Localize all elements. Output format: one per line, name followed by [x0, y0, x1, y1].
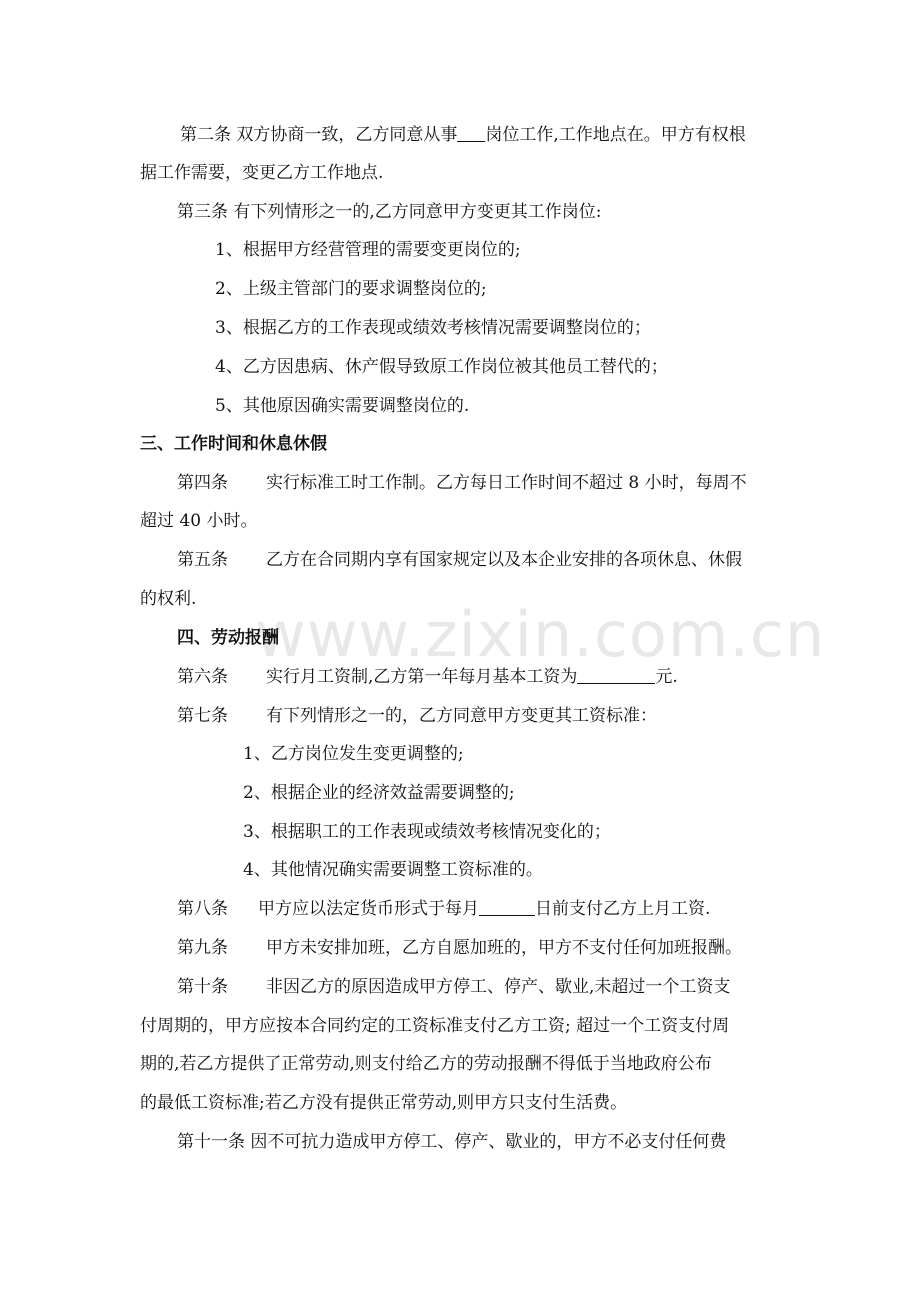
article-4-label: 第四条	[177, 473, 228, 493]
article-7-line: 第七条 有下列情形之一的，乙方同意甲方变更其工资标准：	[177, 706, 657, 726]
list-item: 4、其他情况确实需要调整工资标准的。	[243, 860, 543, 880]
section-heading-4: 四、劳动报酬	[177, 628, 279, 648]
article-3-line: 第三条 有下列情形之一的,乙方同意甲方变更其工作岗位:	[177, 202, 602, 222]
article-2-line-2: 据工作需要，变更乙方工作地点.	[140, 163, 384, 183]
article-9-line: 第九条 甲方未安排加班，乙方自愿加班的，甲方不支付任何加班报酬。	[177, 938, 742, 958]
article-7-label: 第七条	[177, 706, 228, 726]
article-8-label: 第八条	[177, 899, 228, 919]
list-item: 3、根据乙方的工作表现或绩效考核情况需要调整岗位的；	[215, 318, 651, 338]
list-item: 2、根据企业的经济效益需要调整的;	[243, 783, 515, 803]
salary-blank[interactable]	[577, 665, 655, 684]
article-5-line-2: 的权利.	[140, 589, 197, 609]
article-10-line-1: 第十条 非因乙方的原因造成甲方停工、停产、歇业,未超过一个工资支	[177, 977, 731, 997]
article-10-label: 第十条	[177, 977, 228, 997]
list-item: 2、上级主管部门的要求调整岗位的;	[215, 279, 487, 299]
list-item: 1、根据甲方经营管理的需要变更岗位的;	[215, 240, 521, 260]
article-2-label: 第二条	[180, 125, 231, 145]
article-10-line-2: 付周期的，甲方应按本合同约定的工资标准支付乙方工资; 超过一个工资支付周	[140, 1016, 730, 1036]
job-blank[interactable]	[457, 123, 485, 142]
list-item: 1、乙方岗位发生变更调整的;	[243, 744, 464, 764]
article-10-line-3: 期的,若乙方提供了正常劳动,则支付给乙方的劳动报酬不得低于当地政府公布	[140, 1054, 712, 1074]
article-5-line-1: 第五条 乙方在合同期内享有国家规定以及本企业安排的各项休息、休假	[177, 550, 742, 570]
article-8-line: 第八条 甲方应以法定货币形式于每月 日前支付乙方上月工资.	[177, 899, 711, 919]
section-heading-3: 三、工作时间和休息休假	[140, 434, 327, 454]
list-item: 5、其他原因确实需要调整岗位的.	[215, 396, 470, 416]
list-item: 4、乙方因患病、休产假导致原工作岗位被其他员工替代的；	[215, 357, 668, 377]
article-4-line-1: 第四条 实行标准工时工作制。乙方每日工作时间不超过 8 小时，每周不	[177, 473, 747, 493]
list-item: 3、根据职工的工作表现或绩效考核情况变化的；	[243, 822, 611, 842]
article-6-line: 第六条 实行月工资制,乙方第一年每月基本工资为 元.	[177, 667, 678, 687]
watermark: www.zixin.com.cn	[255, 598, 826, 671]
article-11-line: 第十一条 因不可抗力造成甲方停工、停产、歇业的，甲方不必支付任何费	[177, 1132, 727, 1152]
article-2-line-1: 第二条 双方协商一致，乙方同意从事 岗位工作,工作地点在。甲方有权根	[180, 125, 746, 145]
article-6-label: 第六条	[177, 667, 228, 687]
article-4-line-2: 超过 40 小时。	[140, 511, 258, 531]
article-5-label: 第五条	[177, 550, 228, 570]
payday-blank[interactable]	[479, 897, 535, 916]
article-9-label: 第九条	[177, 938, 228, 958]
article-10-line-4: 的最低工资标准;若乙方没有提供正常劳动,则甲方只支付生活费。	[140, 1093, 628, 1113]
